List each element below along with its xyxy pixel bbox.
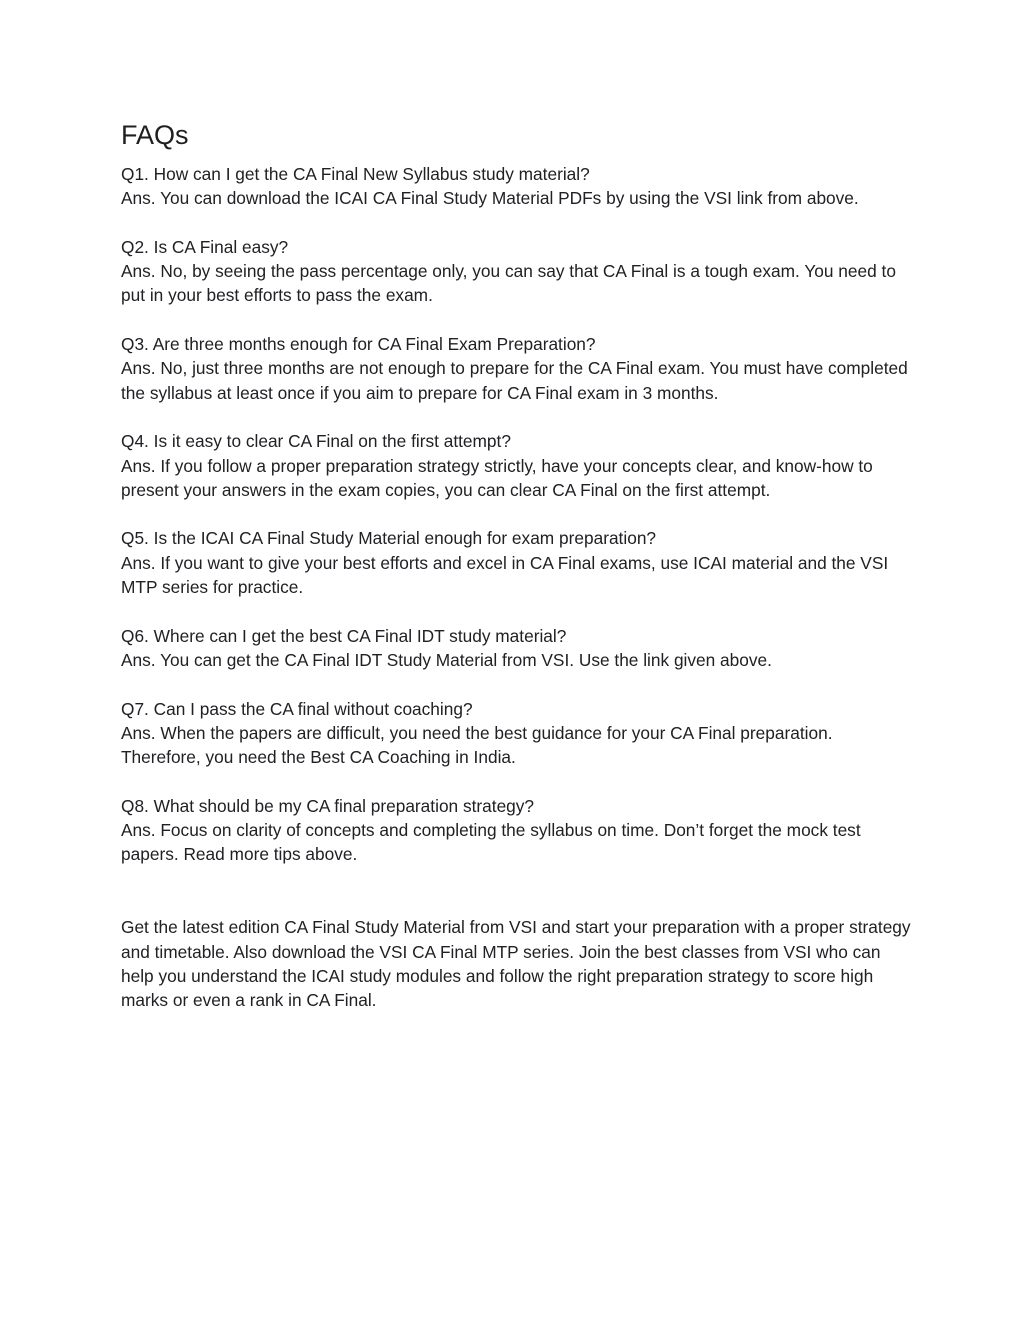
faq-item-7 bbox=[121, 697, 911, 770]
faq-answer: Ans. If you want to give your best efforts and excel in CA Final exams, use ICAI material and the VSI MTP series for practice. bbox=[121, 552, 889, 598]
faq-question: Q4. Is it easy to clear CA Final on the first attempt? bbox=[121, 431, 511, 452]
faq-item-5 bbox=[121, 526, 911, 599]
faq-question: Q8. What should be my CA final preparation strategy? bbox=[121, 795, 535, 816]
faq-answer: Ans. When the papers are difficult, you need the best guidance for your CA Final preparation. Therefore, you need the Best CA Coaching in India. bbox=[121, 722, 833, 768]
faq-question: Q1. How can I get the CA Final New Syllabus study material? bbox=[121, 164, 590, 184]
page-title: FAQs bbox=[121, 120, 189, 150]
faq-answer: Ans. Focus on clarity of concepts and completing the syllabus on time. Don’t forget the mock test papers. Read more tips above. bbox=[121, 820, 861, 865]
faq-answer: Ans. You can get the CA Final IDT Study Material from VSI. Use the link given above. bbox=[121, 649, 772, 670]
faq-question: Q3. Are three months enough for CA Final Exam Preparation? bbox=[121, 334, 596, 355]
faq-question: Q7. Can I pass the CA final without coaching? bbox=[121, 698, 473, 719]
faq-answer: Ans. You can download the ICAI CA Final Study Material PDFs by using the VSI link from above. bbox=[121, 188, 859, 209]
faq-item-4 bbox=[121, 429, 911, 502]
faq-answer: Ans. No, just three months are not enough to prepare for the CA Final exam. You must have completed the syllabus at least once if you aim to prepare for CA Final exam in 3 months. bbox=[121, 358, 908, 403]
faq-question: Q5. Is the ICAI CA Final Study Material enough for exam preparation? bbox=[121, 528, 657, 549]
faq-item-1 bbox=[121, 162, 911, 211]
document-page bbox=[121, 116, 911, 1012]
faq-answer: Ans. If you follow a proper preparation strategy strictly, have your concepts clear, and know-how to present your answers in the exam copies, you can clear CA Final on the first attempt. bbox=[121, 455, 873, 500]
closing-paragraph: Get the latest edition CA Final Study Material from VSI and start your preparation with a proper strategy and timetable. Also download the VSI CA Final MTP series. Join the best classes from VSI who can help you understand the ICAI study modules and follow the right preparation strategy to score high marks or even a rank in CA Final. bbox=[121, 917, 911, 1011]
faq-item-8 bbox=[121, 794, 911, 867]
faq-item-3 bbox=[121, 332, 911, 405]
faq-answer: Ans. No, by seeing the pass percentage only, you can say that CA Final is a tough exam. You need to put in your best efforts to pass the exam. bbox=[121, 261, 896, 306]
faq-question: Q2. Is CA Final easy? bbox=[121, 236, 289, 257]
faq-item-2 bbox=[121, 235, 911, 308]
faq-question: Q6. Where can I get the best CA Final IDT study material? bbox=[121, 625, 567, 646]
faq-item-6 bbox=[121, 624, 911, 673]
